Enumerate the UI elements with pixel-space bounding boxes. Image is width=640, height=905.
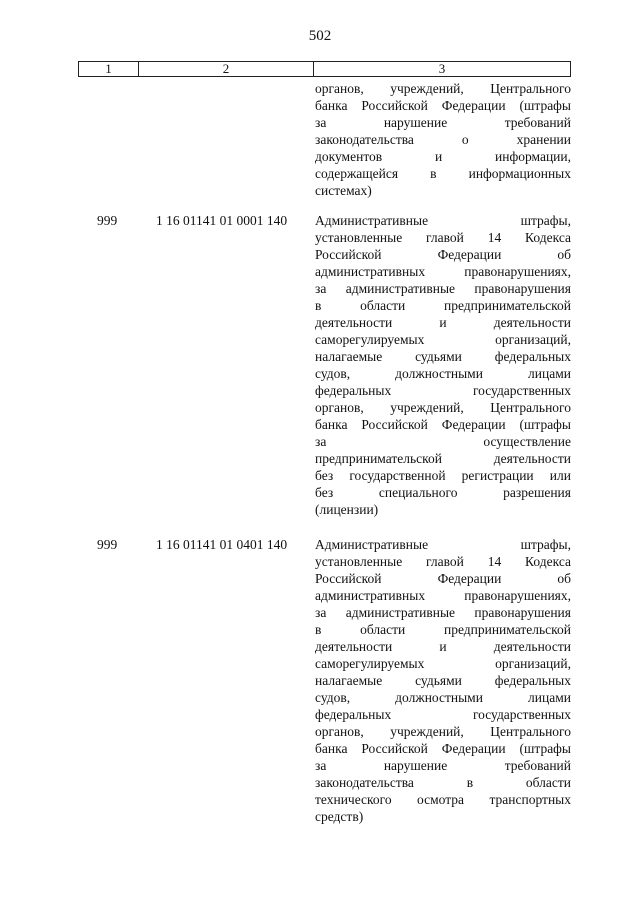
text-line: банка Российской Федерации (штрафы [315,98,571,113]
text-line: федеральных государственных [315,383,571,398]
text-line: административных правонарушениях, [315,264,571,279]
text-line: банка Российской Федерации (штрафы [315,741,571,756]
text-line: банка Российской Федерации (штрафы [315,417,571,432]
text-line: предпринимательской деятельности [315,451,571,466]
text-line: за нарушение требований [315,115,571,130]
text-line: органов, учреждений, Центрального [315,81,571,96]
text-line: документов и информации, [315,149,571,164]
header-column-2: 2 [139,62,314,76]
text-line: в области предпринимательской [315,622,571,637]
text-line: административных правонарушениях, [315,588,571,603]
header-column-3: 3 [438,61,446,76]
text-line: за административные правонарушения [315,281,571,296]
text-line: технического осмотра транспортных [315,792,571,807]
text-line: средств) [315,809,364,824]
text-line: Административные штрафы, [315,537,571,552]
text-line: деятельности и деятельности [315,639,571,654]
admin-code: 999 [97,213,118,228]
text-line: налагаемые судьями федеральных [315,673,571,688]
text-line: без специального разрешения [315,485,571,500]
text-line: Российской Федерации об [315,571,571,586]
text-line: установленные главой 14 Кодекса [315,554,571,569]
text-line: Административные штрафы, [315,213,571,228]
text-line: системах) [315,183,372,198]
text-line: за осуществление [315,434,571,449]
text-line: органов, учреждений, Центрального [315,724,571,739]
text-line: саморегулируемых организаций, [315,332,571,347]
budget-classification-code: 1 16 01141 01 0001 140 [156,213,288,228]
text-line: деятельности и деятельности [315,315,571,330]
text-line: законодательства о хранении [315,132,571,147]
text-line: за нарушение требований [315,758,571,773]
text-line: судов, должностными лицами [315,366,571,381]
text-line: без государственной регистрации или [315,468,571,483]
text-line: Российской Федерации об [315,247,571,262]
text-line: законодательства в области [315,775,571,790]
text-line: судов, должностными лицами [315,690,571,705]
admin-code: 999 [97,537,118,552]
text-line: федеральных государственных [315,707,571,722]
text-line: содержащейся в информационных [315,166,571,181]
page-number: 502 [308,28,332,44]
text-line: установленные главой 14 Кодекса [315,230,571,245]
table-header [78,61,571,77]
header-column-1: 1 [79,62,139,76]
text-line: саморегулируемых организаций, [315,656,571,671]
text-line: в области предпринимательской [315,298,571,313]
text-line: за административные правонарушения [315,605,571,620]
text-line: (лицензии) [315,502,379,517]
text-line: органов, учреждений, Центрального [315,400,571,415]
budget-classification-code: 1 16 01141 01 0401 140 [156,537,288,552]
text-line: налагаемые судьями федеральных [315,349,571,364]
